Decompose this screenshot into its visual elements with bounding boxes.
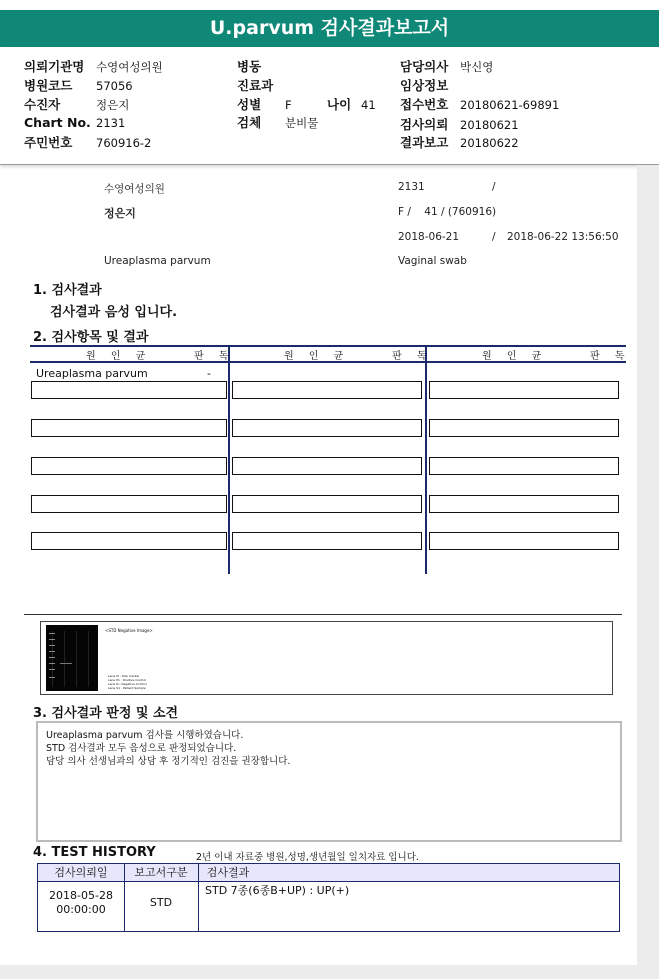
result-row-organism: Ureaplasma parvum bbox=[36, 367, 148, 380]
gel-legend-item: Lane N : Negative Control bbox=[108, 682, 147, 686]
report-value: 20180622 bbox=[460, 136, 519, 150]
section-4-title: 4. TEST HISTORY bbox=[33, 845, 156, 860]
history-divider-2 bbox=[198, 864, 199, 931]
request-label: 검사의뢰 bbox=[400, 117, 449, 132]
sub-specimen: Vaginal swab bbox=[398, 255, 467, 267]
sex-value: F bbox=[285, 98, 292, 112]
sub-date-to: 2018-06-22 13:56:50 bbox=[507, 231, 619, 243]
chart-value: 2131 bbox=[96, 116, 126, 130]
age-label: 나이 bbox=[327, 97, 352, 112]
sex-label: 성별 bbox=[237, 97, 262, 112]
empty-result-cell bbox=[232, 457, 422, 475]
page-margin-bottom bbox=[0, 965, 659, 979]
hospital-code-label: 병원코드 bbox=[24, 78, 73, 93]
clinical-label: 임상정보 bbox=[400, 78, 449, 93]
sub-date-from: 2018-06-21 bbox=[398, 231, 460, 243]
specimen-label: 검체 bbox=[237, 115, 262, 130]
gel-legend-item: Lane P1 : Positive Control bbox=[108, 678, 147, 682]
opinion-box bbox=[36, 721, 622, 842]
history-note: 2년 이내 자료중 병원,성명,생년월일 일치자료 입니다. bbox=[196, 852, 419, 863]
grid-divider-1 bbox=[228, 345, 230, 574]
patient-info-panel bbox=[0, 47, 659, 165]
dept-row bbox=[237, 76, 273, 94]
specimen-row bbox=[237, 113, 318, 131]
col-organism-2: 원 인 균 bbox=[284, 351, 350, 362]
sub-chart: 2131 bbox=[398, 181, 425, 193]
empty-result-cell bbox=[232, 495, 422, 513]
col-organism-3: 원 인 균 bbox=[482, 351, 548, 362]
report-row bbox=[400, 133, 519, 151]
history-row-date-day: 2018-05-28 bbox=[49, 889, 113, 902]
empty-result-cell bbox=[429, 381, 619, 399]
divider-line bbox=[24, 614, 622, 615]
specimen-value: 분비물 bbox=[285, 116, 319, 130]
empty-result-cell bbox=[31, 457, 227, 475]
examinee-value: 정은지 bbox=[96, 98, 130, 112]
col-organism-1: 원 인 균 bbox=[86, 351, 152, 362]
sub-slash-1: / bbox=[492, 181, 496, 193]
empty-result-cell bbox=[429, 457, 619, 475]
empty-result-cell bbox=[31, 419, 227, 437]
doctor-label: 담당의사 bbox=[400, 59, 449, 74]
sub-sex-age: F / 41 / (760916) bbox=[398, 206, 497, 218]
ward-label: 병동 bbox=[237, 59, 262, 74]
history-row-date bbox=[38, 889, 124, 917]
institution-value: 수영여성의원 bbox=[96, 60, 163, 74]
report-label: 결과보고 bbox=[400, 135, 449, 150]
empty-result-cell bbox=[232, 381, 422, 399]
empty-result-cell bbox=[232, 532, 422, 550]
resident-row bbox=[24, 133, 151, 151]
gel-legend-item: Lane M : Size marker bbox=[108, 674, 140, 678]
dept-label: 진료과 bbox=[237, 78, 274, 93]
doctor-row bbox=[400, 57, 493, 75]
empty-result-cell bbox=[31, 381, 227, 399]
section-1-title: 1. 검사결과 bbox=[33, 283, 102, 298]
hospital-code-row bbox=[24, 76, 133, 94]
resident-value: 760916-2 bbox=[96, 136, 152, 150]
empty-result-cell bbox=[429, 495, 619, 513]
col-judgement-2: 판 독 bbox=[392, 351, 433, 362]
receipt-row bbox=[400, 95, 559, 113]
history-col-date: 검사의뢰일 bbox=[54, 866, 108, 879]
receipt-label: 접수번호 bbox=[400, 97, 449, 112]
opinion-line: STD 검사결과 모두 음성으로 판정되었습니다. bbox=[46, 743, 237, 754]
history-row-type: STD bbox=[149, 896, 173, 909]
examinee-label: 수진자 bbox=[24, 97, 61, 112]
history-table bbox=[37, 863, 620, 932]
sub-test-name: Ureaplasma parvum bbox=[104, 255, 211, 267]
empty-result-cell bbox=[429, 532, 619, 550]
sex-row bbox=[237, 95, 376, 113]
history-row-date-time: 00:00:00 bbox=[56, 903, 106, 916]
sub-institution: 수영여성의원 bbox=[104, 183, 165, 195]
sub-slash-2: / bbox=[492, 231, 496, 243]
section-2-title: 2. 검사항목 및 결과 bbox=[33, 330, 149, 345]
institution-label: 의뢰기관명 bbox=[24, 59, 85, 74]
institution-row bbox=[24, 57, 163, 75]
result-row-judgement: - bbox=[207, 367, 211, 380]
chart-label: Chart No. bbox=[24, 115, 91, 130]
gel-image bbox=[46, 625, 98, 691]
opinion-line: Ureaplasma parvum 검사를 시행하였습니다. bbox=[46, 730, 244, 741]
empty-result-cell bbox=[429, 419, 619, 437]
section-3-title: 3. 검사결과 판정 및 소견 bbox=[33, 706, 179, 721]
sub-name: 정은지 bbox=[104, 207, 136, 220]
empty-result-cell bbox=[31, 495, 227, 513]
gel-legend-item: Lane S1 : Patient Sample bbox=[108, 686, 146, 690]
ward-row bbox=[237, 57, 261, 75]
request-row bbox=[400, 115, 519, 133]
hospital-code-value: 57056 bbox=[96, 79, 133, 93]
empty-result-cell bbox=[232, 419, 422, 437]
gel-legend bbox=[108, 674, 147, 690]
examinee-row bbox=[24, 95, 129, 113]
chart-row bbox=[24, 115, 125, 130]
age-value: 41 bbox=[361, 98, 376, 112]
grid-divider-2 bbox=[425, 345, 427, 574]
clinical-row bbox=[400, 76, 448, 94]
gel-caption: <STD Negative Image> bbox=[105, 628, 153, 633]
report-title: U.parvum 검사결과보고서 bbox=[0, 10, 659, 47]
empty-result-cell bbox=[31, 532, 227, 550]
col-judgement-1: 판 독 bbox=[194, 351, 235, 362]
col-judgement-3: 판 독 bbox=[590, 351, 631, 362]
request-value: 20180621 bbox=[460, 118, 519, 132]
section-1-result: 검사결과 음성 입니다. bbox=[50, 305, 178, 320]
receipt-value: 20180621-69891 bbox=[460, 98, 560, 112]
doctor-value: 박신영 bbox=[460, 60, 494, 74]
resident-label: 주민번호 bbox=[24, 135, 73, 150]
history-col-result: 검사결과 bbox=[206, 866, 250, 879]
history-col-type: 보고서구분 bbox=[134, 866, 188, 879]
history-row-result: STD 7종(6종B+UP) : UP(+) bbox=[205, 884, 350, 897]
page-margin-right bbox=[637, 165, 659, 979]
opinion-line: 담당 의사 선생님과의 상담 후 정기적인 검진을 권장합니다. bbox=[46, 756, 291, 767]
